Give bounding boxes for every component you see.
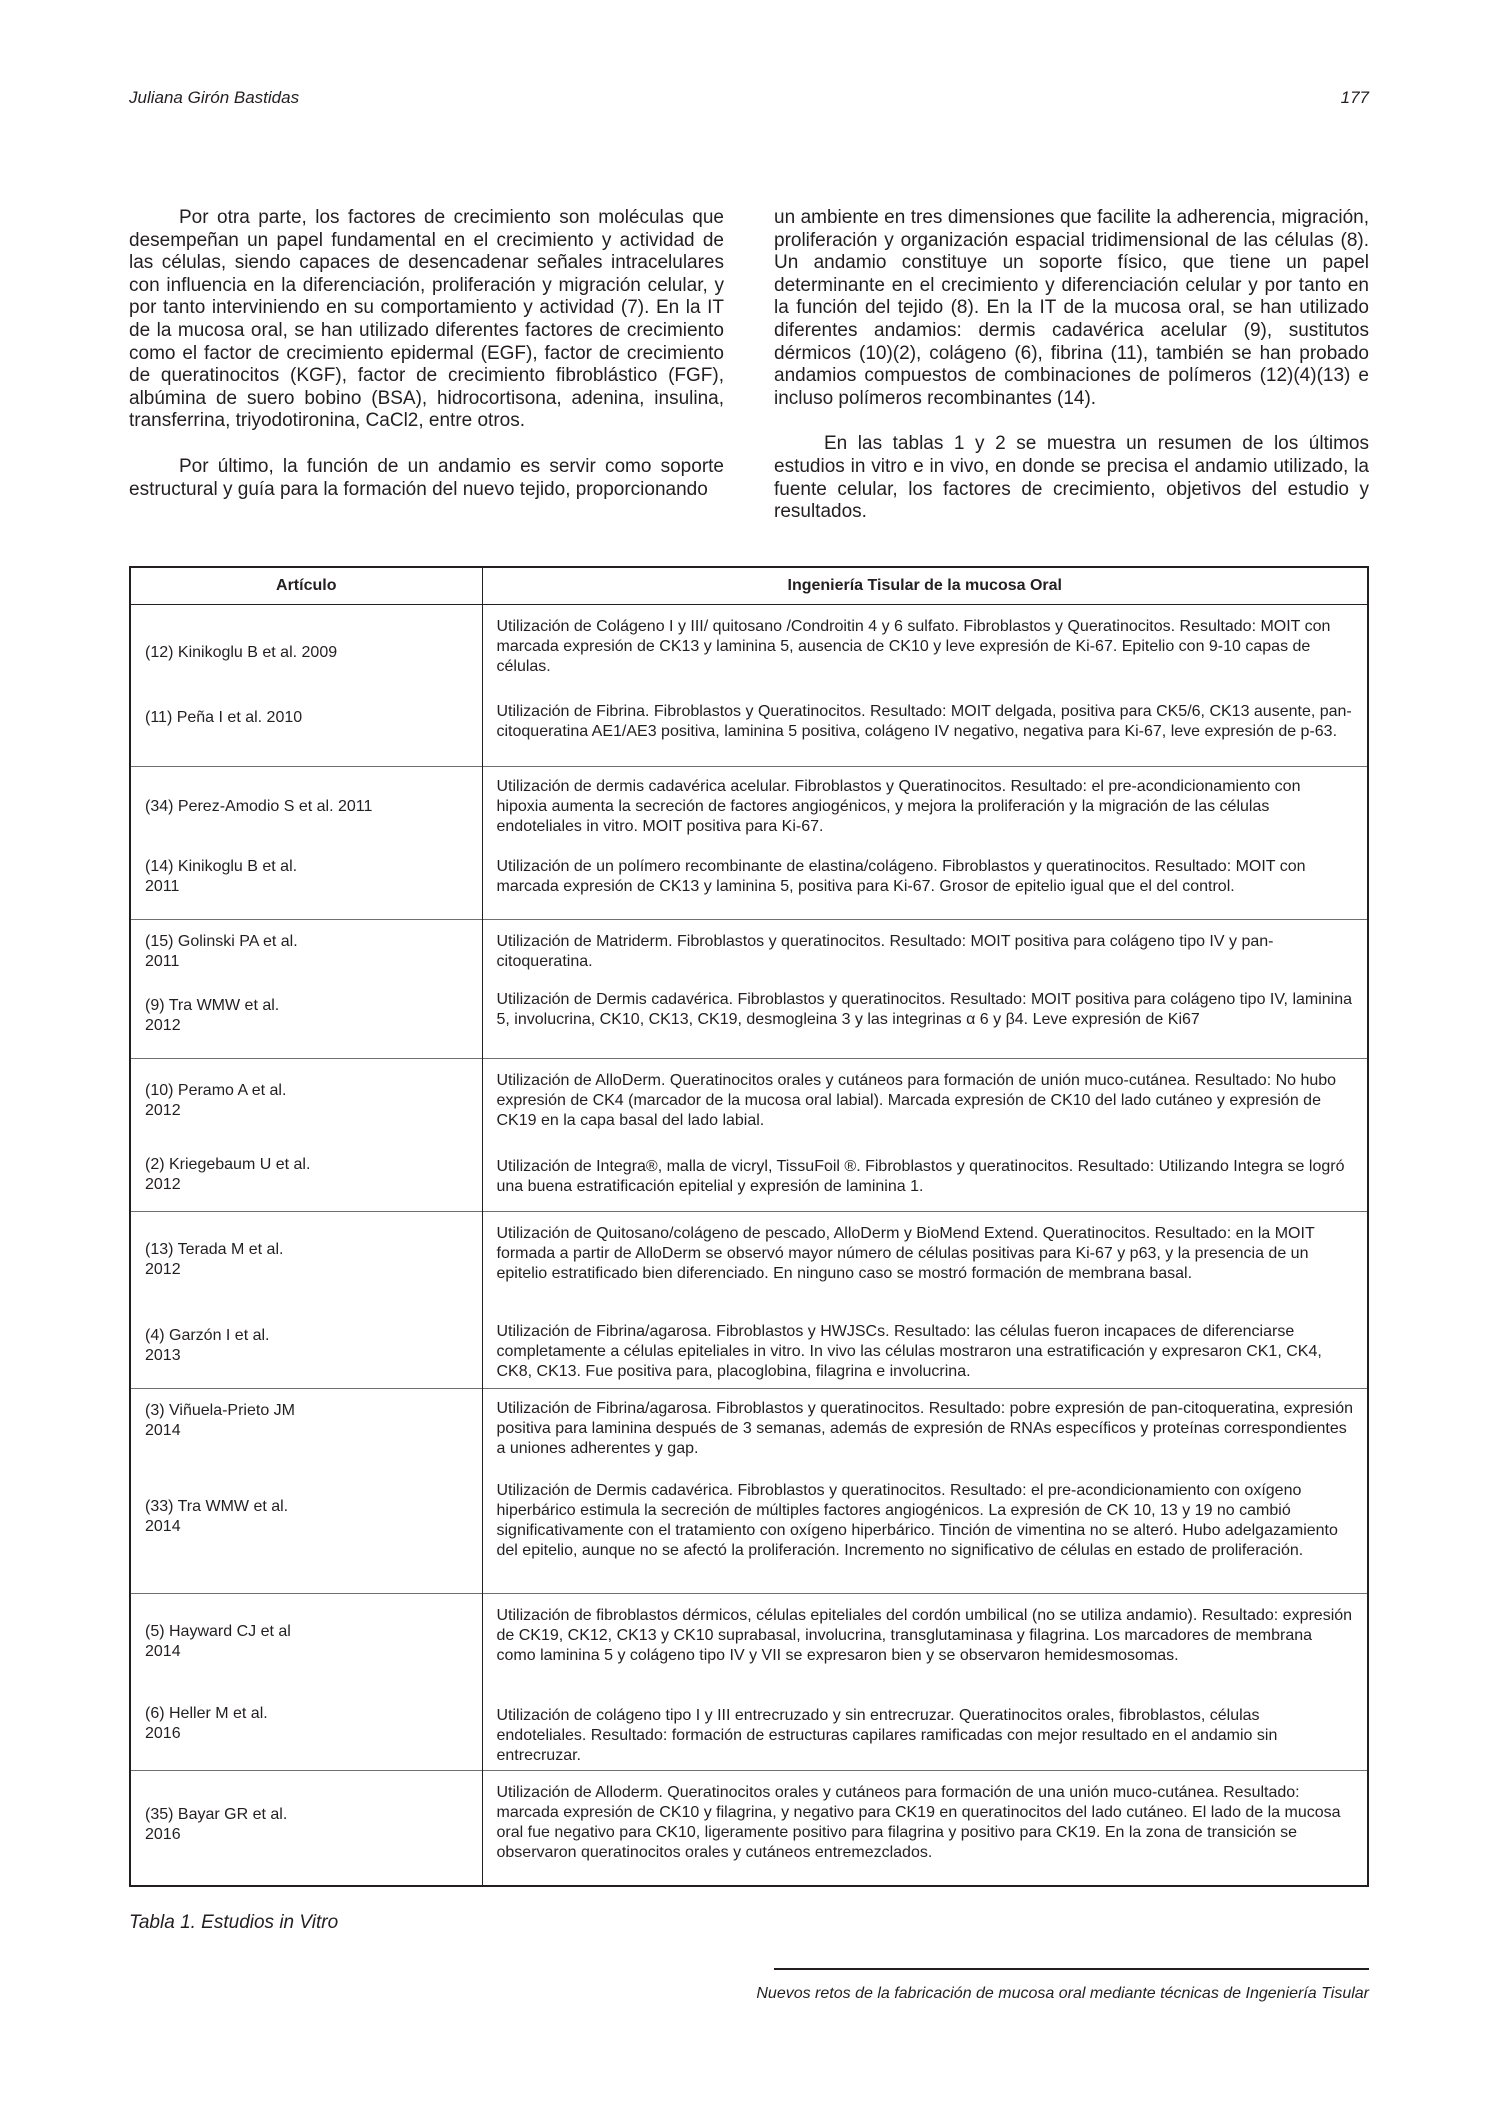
table-row-group	[130, 605, 1368, 767]
paragraph: un ambiente en tres dimensiones que facilite la adherencia, migración, proliferación y organización espacial tridimensional de las células (8). Un andamio constituye un soporte físico, que tiene un papel determinante en el crecimiento y diferenciación celular y por tanto en la función del tejido (8). En la IT de la mucosa oral, se han utilizado diferentes andamios: dermis cadavérica acelular (9), sustitutos dérmicos (10)(2), colágeno (6), fibrina (11), también se han probado andamios compuestos de combinaciones de polímeros (12)(4)(13) e incluso polímeros recombinantes (14).	[774, 207, 1369, 409]
description-cell: Utilización de Dermis cadavérica. Fibroblastos y queratinocitos. Resultado: el pre-acondicionamiento con oxígeno hiperbárico estimula la secreción de múltiples factores angiogénicos. La expresión de CK 10, 13 y 19 no cambió significativamente con el tratamiento con oxígeno hiperbárico. Tinción de vimentina no se alteró. Hubo adelgazamiento del epitelio, aunque no se afectó la proliferación. Incremento no significativo de células en estado de proliferación.	[496, 1482, 1338, 1559]
description-cell: Utilización de dermis cadavérica acelular. Fibroblastos y Queratinocitos. Resultado: el pre-acondicionamiento con hipoxia aumenta la secreción de factores angiogénicos, y mejora la proliferación y la migración de las células endoteliales in vitro. MOIT positiva para Ki-67.	[496, 778, 1301, 835]
table-row-group	[130, 767, 1368, 920]
table-row-group	[130, 1771, 1368, 1887]
description-cell: Utilización de Fibrina. Fibroblastos y Queratinocitos. Resultado: MOIT delgada, positiva para CK5/6, CK13 ausente, pan-citoqueratina AE1/AE3 positiva, laminina 5 positiva, colágeno IV negativo, negativa para Ki-67, leve expresión de p-63.	[496, 703, 1352, 740]
footer-rule	[774, 1968, 1369, 1970]
description-cell: Utilización de Alloderm. Queratinocitos orales y cutáneos para formación de una unión muco-cutánea. Resultado: marcada expresión de CK10 y filagrina, y negativo para CK19 en queratinocitos del lado cutáneo. El lado de la mucosa oral fue negativo para CK10, ligeramente positivo para filagrina y positivo para CK19. En la zona de transición se observaron queratinocitos orales y cutáneos entremezclados.	[496, 1784, 1341, 1861]
description-cell: Utilización de fibroblastos dérmicos, células epiteliales del cordón umbilical (no se utiliza andamio). Resultado: expresión de CK19, CK12, CK13 y CK10 suprabasal, involucrina, transglutaminasa y filagrina. Los marcadores de membrana como laminina 5 y colágeno tipo IV y VII se expresaron bien y se observaron hemidesmosomas.	[496, 1607, 1353, 1664]
description-cell: Utilización de Quitosano/colágeno de pescado, AlloDerm y BioMend Extend. Queratinocitos. Resultado: en la MOIT formada a partir de AlloDerm se observó mayor número de células positivas para Ki-67 y p63, y la presencia de un epitelio estratificado bien diferenciado. En ninguno caso se mostró formación de membrana basal.	[496, 1225, 1315, 1282]
header-description: Ingeniería Tisular de la mucosa Oral	[482, 567, 1368, 605]
article-cell: (33) Tra WMW et al. 2014	[145, 1498, 289, 1535]
article-cell: (11) Peña I et al. 2010	[145, 709, 303, 726]
article-cell: (6) Heller M et al. 2016	[145, 1705, 268, 1742]
article-cell: (9) Tra WMW et al. 2012	[145, 997, 280, 1034]
table-header-row	[130, 567, 1368, 605]
description-cell: Utilización de colágeno tipo I y III entrecruzado y sin entrecruzar. Queratinocitos orales, fibroblastos, células endoteliales. Resultado: formación de estructuras capilares ramificadas con mejor resultado en el andamio sin entrecruzar.	[496, 1707, 1278, 1764]
article-cell: (35) Bayar GR et al. 2016	[145, 1806, 288, 1843]
article-cell: (10) Peramo A et al. 2012	[145, 1082, 287, 1119]
description-cell: Utilización de Integra®, malla de vicryl, TissuFoil ®. Fibroblastos y queratinocitos. Resultado: Utilizando Integra se logró una buena estratificación epitelial y expresión de laminina 1.	[496, 1158, 1345, 1195]
page-number: 177	[1340, 88, 1369, 107]
article-cell: (13) Terada M et al. 2012	[145, 1241, 284, 1278]
description-cell: Utilización de Fibrina/agarosa. Fibroblastos y HWJSCs. Resultado: las células fueron incapaces de diferenciarse completamente a células epiteliales in vitro. In vivo las células mostraron una estratificación y expresaron CK1, CK4, CK8, CK13. Fue positiva para, placoglobina, filagrina e involucrina.	[496, 1323, 1322, 1380]
table-row-group	[130, 1059, 1368, 1212]
article-cell: (3) Viñuela-Prieto JM 2014	[145, 1402, 295, 1439]
article-cell: (34) Perez-Amodio S et al. 2011	[145, 798, 373, 815]
left-column	[129, 207, 724, 501]
paragraph: Por último, la función de un andamio es servir como soporte estructural y guía para la formación del nuevo tejido, proporcionando	[129, 455, 724, 500]
description-cell: Utilización de Colágeno I y III/ quitosano /Condroitin 4 y 6 sulfato. Fibroblastos y Queratinocitos. Resultado: MOIT con marcada expresión de CK13 y laminina 5, ausencia de CK10 y leve expresión de Ki-67. Epitelio con 9-10 capas de células.	[496, 618, 1331, 675]
description-cell: Utilización de AlloDerm. Queratinocitos orales y cutáneos para formación de unión muco-cutánea. Resultado: No hubo expresión de CK4 (marcador de la mucosa oral labial). Marcada expresión de CK10 del lado cutáneo y expresión de CK19 en la capa basal del lado labial.	[496, 1072, 1337, 1129]
description-cell: Utilización de Matriderm. Fibroblastos y queratinocitos. Resultado: MOIT positiva para colágeno tipo IV y pan-citoqueratina.	[496, 933, 1274, 970]
description-cell: Utilización de Dermis cadavérica. Fibroblastos y queratinocitos. Resultado: MOIT positiva para colágeno tipo IV, laminina 5, involucrina, CK10, CK13, CK19, desmogleina 3 y las integrinas α 6 y β4. Leve expresión de Ki67	[496, 991, 1353, 1028]
article-cell: (14) Kinikoglu B et al. 2011	[145, 858, 298, 895]
table-row-group	[130, 1212, 1368, 1389]
table-row-group	[130, 920, 1368, 1059]
running-head-author: Juliana Girón Bastidas	[129, 88, 300, 107]
running-footer: Nuevos retos de la fabricación de mucosa oral mediante técnicas de Ingeniería Tisular	[756, 1985, 1369, 2002]
table-caption: Tabla 1. Estudios in Vitro	[129, 1912, 339, 1933]
paragraph: En las tablas 1 y 2 se muestra un resumen de los últimos estudios in vitro e in vivo, en donde se precisa el andamio utilizado, la fuente celular, los factores de crecimiento, objetivos del estudio y resultados.	[774, 433, 1369, 523]
paragraph: Por otra parte, los factores de crecimiento son moléculas que desempeñan un papel fundamental en el crecimiento y actividad de las células, siendo capaces de desencadenar señales intracelulares con influencia en la diferenciación, proliferación y migración celular, y por tanto interviniendo en su comportamiento y actividad (7). En la IT de la mucosa oral, se han utilizado diferentes factores de crecimiento como el factor de crecimiento epidermal (EGF), factor de crecimiento de queratinocitos (KGF), factor de crecimiento fibroblástico (FGF), albúmina de suero bobino (BSA), hidrocortisona, adenina, insulina, transferrina, triyodotironina, CaCl2, entre otros.	[129, 207, 724, 432]
studies-table	[129, 566, 1369, 1887]
article-cell: (2) Kriegebaum U et al. 2012	[145, 1156, 311, 1193]
description-cell: Utilización de un polímero recombinante de elastina/colágeno. Fibroblastos y queratinocitos. Resultado: MOIT con marcada expresión de CK13 y laminina 5, positiva para Ki-67. Grosor de epitelio igual que el del control.	[496, 858, 1306, 895]
article-cell: (4) Garzón I et al. 2013	[145, 1327, 270, 1364]
article-cell: (12) Kinikoglu B et al. 2009	[145, 644, 338, 661]
right-column	[774, 207, 1369, 524]
table-row-group	[130, 1389, 1368, 1594]
description-cell: Utilización de Fibrina/agarosa. Fibroblastos y queratinocitos. Resultado: pobre expresión de pan-citoqueratina, expresión positiva para laminina después de 3 semanas, además de expresión de RNAs específicos y proteínas correspondientes a uniones adherentes y gap.	[496, 1400, 1353, 1457]
article-cell: (15) Golinski PA et al. 2011	[145, 933, 298, 970]
table-row-group	[130, 1594, 1368, 1771]
header-article: Artículo	[130, 567, 482, 605]
article-cell: (5) Hayward CJ et al 2014	[145, 1623, 291, 1660]
